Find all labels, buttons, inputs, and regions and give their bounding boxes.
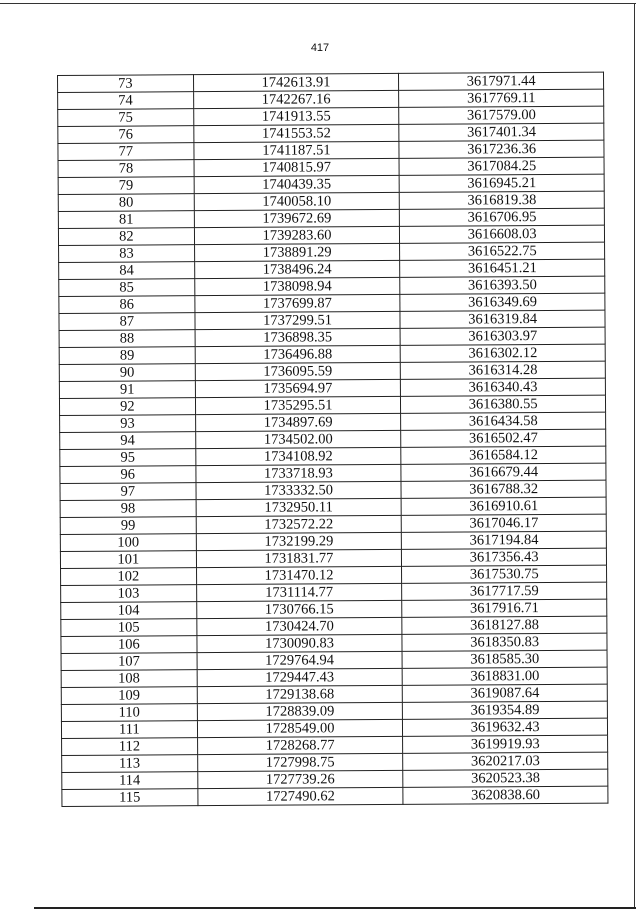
point-number-cell: 110 [61, 704, 197, 722]
x-coordinate-cell: 1734502.00 [195, 430, 401, 448]
point-number-cell: 96 [60, 466, 196, 484]
point-number-cell: 105 [61, 619, 197, 637]
point-number-cell: 87 [59, 313, 195, 331]
point-number-cell: 103 [61, 585, 197, 603]
point-number-cell: 115 [62, 789, 198, 807]
y-coordinate-cell: 3618127.88 [402, 616, 607, 634]
point-number-cell: 98 [60, 500, 196, 518]
y-coordinate-cell: 3617236.36 [399, 140, 604, 158]
y-coordinate-cell: 3617717.59 [402, 582, 607, 600]
x-coordinate-cell: 1738891.29 [194, 243, 400, 261]
x-coordinate-cell: 1729764.94 [197, 651, 403, 669]
y-coordinate-cell: 3616522.75 [400, 242, 605, 260]
x-coordinate-cell: 1739672.69 [194, 209, 400, 227]
y-coordinate-cell: 3617046.17 [402, 514, 607, 532]
x-coordinate-cell: 1732950.11 [196, 498, 402, 516]
x-coordinate-cell: 1728839.09 [197, 702, 403, 720]
x-coordinate-cell: 1731114.77 [196, 583, 402, 601]
y-coordinate-cell: 3616340.43 [401, 378, 606, 396]
y-coordinate-cell: 3616819.38 [400, 191, 605, 209]
x-coordinate-cell: 1733718.93 [196, 464, 402, 482]
y-coordinate-cell: 3619919.93 [403, 735, 608, 753]
point-number-cell: 82 [58, 228, 194, 246]
x-coordinate-cell: 1742613.91 [193, 73, 399, 91]
x-coordinate-cell: 1738496.24 [194, 260, 400, 278]
point-number-cell: 90 [59, 364, 195, 382]
y-coordinate-cell: 3616584.12 [401, 446, 606, 464]
y-coordinate-cell: 3616502.47 [401, 429, 606, 447]
y-coordinate-cell: 3616451.21 [400, 259, 605, 277]
point-number-cell: 84 [59, 262, 195, 280]
point-number-cell: 114 [62, 772, 198, 790]
point-number-cell: 73 [58, 75, 194, 93]
point-number-cell: 108 [61, 670, 197, 688]
y-coordinate-cell: 3616380.55 [401, 395, 606, 413]
x-coordinate-cell: 1741913.55 [193, 107, 399, 125]
table-row [62, 786, 608, 806]
x-coordinate-cell: 1740058.10 [194, 192, 400, 210]
point-number-cell: 86 [59, 296, 195, 314]
point-number-cell: 111 [61, 721, 197, 739]
x-coordinate-cell: 1736898.35 [195, 328, 401, 346]
point-number-cell: 81 [58, 211, 194, 229]
x-coordinate-cell: 1727739.26 [197, 770, 403, 788]
x-coordinate-cell: 1734897.69 [195, 413, 401, 431]
y-coordinate-cell: 3617401.34 [399, 123, 604, 141]
x-coordinate-cell: 1742267.16 [193, 90, 399, 108]
y-coordinate-cell: 3617579.00 [399, 106, 604, 124]
point-number-cell: 74 [58, 92, 194, 110]
page-number: 417 [310, 42, 330, 54]
x-coordinate-cell: 1736496.88 [195, 345, 401, 363]
x-coordinate-cell: 1732572.22 [196, 515, 402, 533]
y-coordinate-cell: 3617356.43 [402, 548, 607, 566]
y-coordinate-cell: 3619354.89 [403, 701, 608, 719]
point-number-cell: 79 [58, 177, 194, 195]
y-coordinate-cell: 3616608.03 [400, 225, 605, 243]
x-coordinate-cell: 1727490.62 [198, 787, 404, 805]
y-coordinate-cell: 3618831.00 [402, 667, 607, 685]
point-number-cell: 94 [60, 432, 196, 450]
point-number-cell: 101 [60, 551, 196, 569]
y-coordinate-cell: 3616319.84 [400, 310, 605, 328]
point-number-cell: 89 [59, 347, 195, 365]
y-coordinate-cell: 3619087.64 [403, 684, 608, 702]
y-coordinate-cell: 3620523.38 [403, 769, 608, 787]
y-coordinate-cell: 3616910.61 [401, 497, 606, 515]
x-coordinate-cell: 1730090.83 [197, 634, 403, 652]
point-number-cell: 104 [61, 602, 197, 620]
point-number-cell: 77 [58, 143, 194, 161]
point-number-cell: 93 [60, 415, 196, 433]
y-coordinate-cell: 3617916.71 [402, 599, 607, 617]
point-number-cell: 97 [60, 483, 196, 501]
y-coordinate-cell: 3616706.95 [400, 208, 605, 226]
point-number-cell: 106 [61, 636, 197, 654]
x-coordinate-cell: 1730424.70 [197, 617, 403, 635]
point-number-cell: 102 [61, 568, 197, 586]
y-coordinate-cell: 3620217.03 [403, 752, 608, 770]
x-coordinate-cell: 1735295.51 [195, 396, 401, 414]
x-coordinate-cell: 1730766.15 [196, 600, 402, 618]
point-number-cell: 85 [59, 279, 195, 297]
table-body [58, 72, 608, 806]
point-number-cell: 107 [61, 653, 197, 671]
y-coordinate-cell: 3616788.32 [401, 480, 606, 498]
page-border-right [634, 3, 635, 909]
y-coordinate-cell: 3617084.25 [399, 157, 604, 175]
y-coordinate-cell: 3616393.50 [400, 276, 605, 294]
point-number-cell: 112 [62, 738, 198, 756]
x-coordinate-cell: 1741187.51 [194, 141, 400, 159]
point-number-cell: 75 [58, 109, 194, 127]
point-number-cell: 92 [59, 398, 195, 416]
point-number-cell: 83 [59, 245, 195, 263]
point-number-cell: 76 [58, 126, 194, 144]
x-coordinate-cell: 1739283.60 [194, 226, 400, 244]
x-coordinate-cell: 1733332.50 [196, 481, 402, 499]
x-coordinate-cell: 1736095.59 [195, 362, 401, 380]
y-coordinate-cell: 3620838.60 [403, 786, 608, 804]
x-coordinate-cell: 1729447.43 [197, 668, 403, 686]
y-coordinate-cell: 3618350.83 [402, 633, 607, 651]
point-number-cell: 95 [60, 449, 196, 467]
y-coordinate-cell: 3616302.12 [401, 344, 606, 362]
y-coordinate-cell: 3617530.75 [402, 565, 607, 583]
x-coordinate-cell: 1731470.12 [196, 566, 402, 584]
page-border-bottom [34, 907, 636, 909]
x-coordinate-cell: 1728549.00 [197, 719, 403, 737]
y-coordinate-cell: 3619632.43 [403, 718, 608, 736]
y-coordinate-cell: 3616434.58 [401, 412, 606, 430]
y-coordinate-cell: 3616303.97 [400, 327, 605, 345]
y-coordinate-cell: 3616945.21 [399, 174, 604, 192]
coordinate-table [57, 72, 608, 807]
x-coordinate-cell: 1729138.68 [197, 685, 403, 703]
point-number-cell: 78 [58, 160, 194, 178]
point-number-cell: 113 [62, 755, 198, 773]
y-coordinate-cell: 3617769.11 [399, 89, 604, 107]
point-number-cell: 99 [60, 517, 196, 535]
y-coordinate-cell: 3616314.28 [401, 361, 606, 379]
page-border-top [0, 3, 636, 4]
point-number-cell: 109 [61, 687, 197, 705]
x-coordinate-cell: 1740439.35 [194, 175, 400, 193]
x-coordinate-cell: 1737299.51 [195, 311, 401, 329]
x-coordinate-cell: 1734108.92 [195, 447, 401, 465]
y-coordinate-cell: 3617971.44 [399, 72, 604, 90]
y-coordinate-cell: 3618585.30 [402, 650, 607, 668]
x-coordinate-cell: 1732199.29 [196, 532, 402, 550]
x-coordinate-cell: 1727998.75 [197, 753, 403, 771]
x-coordinate-cell: 1735694.97 [195, 379, 401, 397]
point-number-cell: 91 [59, 381, 195, 399]
x-coordinate-cell: 1737699.87 [195, 294, 401, 312]
x-coordinate-cell: 1741553.52 [194, 124, 400, 142]
y-coordinate-cell: 3616679.44 [401, 463, 606, 481]
x-coordinate-cell: 1740815.97 [194, 158, 400, 176]
point-number-cell: 80 [58, 194, 194, 212]
y-coordinate-cell: 3616349.69 [400, 293, 605, 311]
x-coordinate-cell: 1738098.94 [194, 277, 400, 295]
y-coordinate-cell: 3617194.84 [402, 531, 607, 549]
x-coordinate-cell: 1728268.77 [197, 736, 403, 754]
point-number-cell: 88 [59, 330, 195, 348]
point-number-cell: 100 [60, 534, 196, 552]
x-coordinate-cell: 1731831.77 [196, 549, 402, 567]
